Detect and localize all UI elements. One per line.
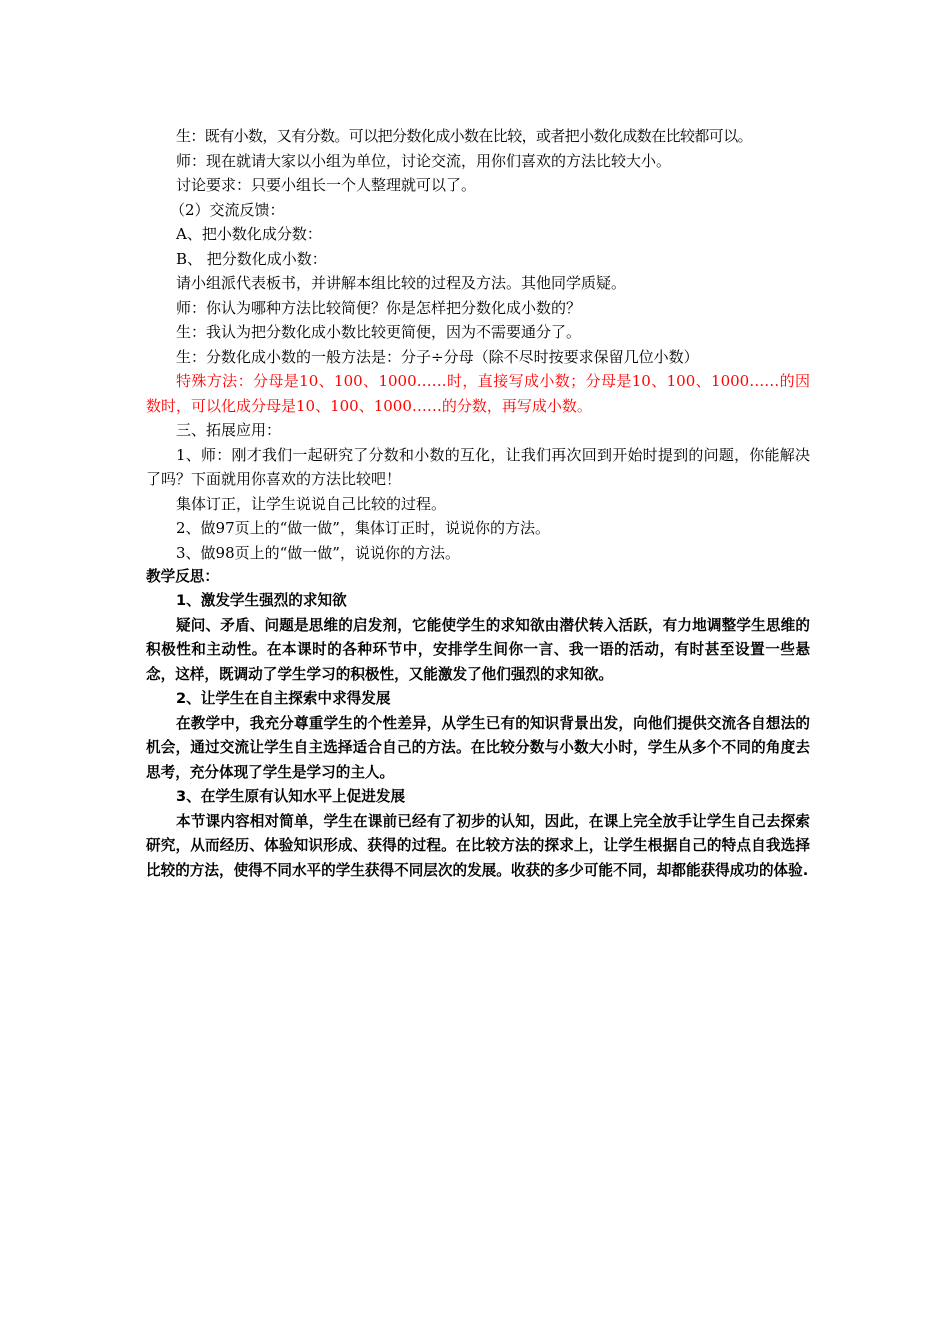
lesson-line-1: 生：既有小数，又有分数。可以把分数化成小数在比较，或者把小数化成数在比较都可以。 <box>176 127 753 145</box>
lesson-line-7: 请小组派代表板书，并讲解本组比较的过程及方法。其他同学质疑。 <box>176 274 627 292</box>
extension-item-1: 1、师：刚才我们一起研究了分数和小数的互化，让我们再次回到开始时提到的问题，你能解决了吗？下面就用你喜欢的方法比较吧！ <box>146 445 810 488</box>
lesson-line-2: 师：现在就请大家以小组为单位，讨论交流，用你们喜欢的方法比较大小。 <box>176 151 672 170</box>
section-3-heading: 三、拓展应用： <box>176 421 282 439</box>
lesson-line-8: 师：你认为哪种方法比较简便？你是怎样把分数化成小数的？ <box>176 298 582 317</box>
reflection-heading-2: 2、让学生在自主探索中求得发展 <box>176 690 391 708</box>
lesson-line-3: 讨论要求：只要小组长一个人整理就可以了。 <box>176 176 477 194</box>
document-page <box>146 124 810 883</box>
reflection-heading-1: 1、激发学生强烈的求知欲 <box>176 592 347 610</box>
lesson-line-4: （2）交流反馈： <box>170 200 285 219</box>
extension-item-3: 3、做98页上的“做一做”，说说你的方法。 <box>176 543 460 562</box>
reflection-body-3: 本节课内容相对简单，学生在课前已经有了初步的认知，因此，在课上完全放手让学生自己去探索研究，从而经历、体验知识形成、获得的过程。在比较方法的探求上，让学生根据自己的特点自我选择比较的方法，使得不同水平的学生获得不同层次的发展。收获的多少可能不同，却都能获得成功的体验. <box>146 812 810 879</box>
reflection-heading-3: 3、在学生原有认知水平上促进发展 <box>176 788 406 806</box>
reflection-title: 教学反思： <box>146 568 219 585</box>
extension-item-2: 2、做97页上的“做一做”，集体订正时，说说你的方法。 <box>176 519 550 537</box>
lesson-line-9: 生：我认为把分数化成小数比较更简便，因为不需要通分了。 <box>176 323 582 341</box>
special-method-paragraph: 特殊方法：分母是10、100、1000……时，直接写成小数；分母是10、100、1000……的因数时，可以化成分母是10、100、1000……的分数，再写成小数。 <box>146 372 810 415</box>
reflection-body-2: 在教学中，我充分尊重学生的个性差异，从学生已有的知识背景出发，向他们提供交流各自想法的机会，通过交流让学生自主选择适合自己的方法。在比较分数与小数大小时，学生从多个不同的角度去思考，充分体现了学生是学习的主人。 <box>146 714 810 781</box>
lesson-line-5: A、把小数化成分数： <box>176 225 322 243</box>
lesson-line-6: B、 把分数化成小数： <box>176 249 327 268</box>
extension-item-1-followup: 集体订正，让学生说说自己比较的过程。 <box>176 494 447 513</box>
reflection-body-1: 疑问、矛盾、问题是思维的启发剂，它能使学生的求知欲由潜伏转入活跃，有力地调整学生思维的积极性和主动性。在本课时的各种环节中，安排学生间你一言、我一语的活动，有时甚至设置一些悬念，这样，既调动了学生学习的积极性，又能激发了他们强烈的求知欲。 <box>146 616 810 683</box>
lesson-line-10: 生：分数化成小数的一般方法是：分子÷分母（除不尽时按要求保留几位小数） <box>176 347 699 366</box>
